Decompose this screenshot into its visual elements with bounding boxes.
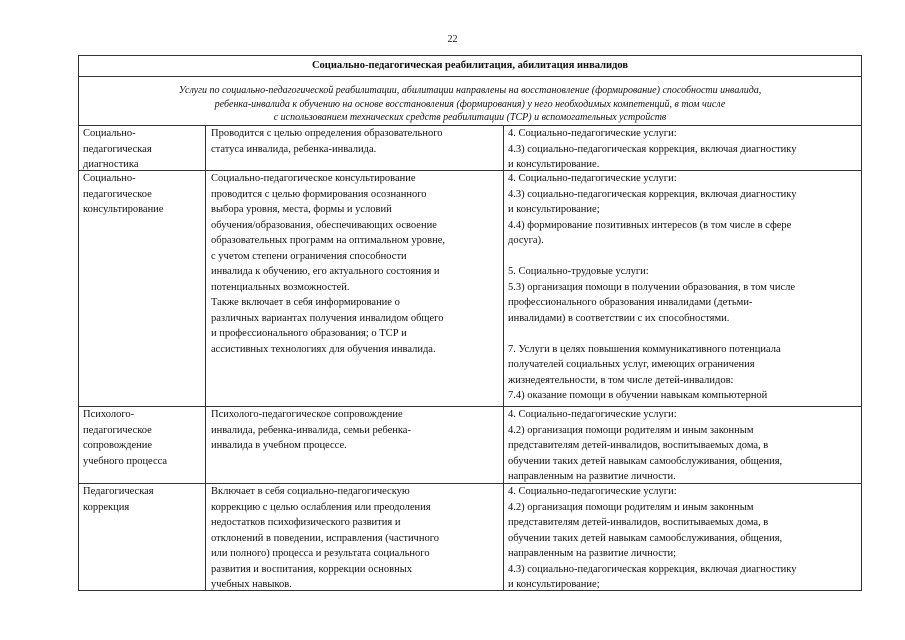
social-services-cell <box>504 126 861 170</box>
table-row <box>79 126 861 171</box>
service-name-cell <box>79 407 206 483</box>
service-name-line: диагностика <box>83 159 139 170</box>
service-line: профессионального образования инвалидами (детьми- <box>508 297 753 308</box>
service-line: 4.4) формирование позитивных интересов (в том числе в сфере <box>508 219 792 231</box>
description-line: и профессионального образования; о ТСР и <box>211 328 407 339</box>
description-line: или полного) процесса и результата социального <box>211 548 430 559</box>
service-name-line: Социально- <box>83 173 136 184</box>
service-line: 4.2) организация помощи родителям и иным законным <box>508 501 754 513</box>
description-line: коррекцию с целью ослабления или преодоления <box>211 501 431 513</box>
service-line: и консультирование; <box>508 579 600 590</box>
service-line: 4. Социально-педагогические услуги: <box>508 173 677 184</box>
service-line: 4.3) социально-педагогическая коррекция, включая диагностику <box>508 143 797 155</box>
table-row <box>79 171 861 407</box>
service-description-cell <box>206 484 504 590</box>
description-line: Проводится с целью определения образовательного <box>211 128 443 139</box>
service-name-cell <box>79 171 206 406</box>
service-line: направленным на развитие личности; <box>508 548 677 559</box>
service-description-cell <box>206 171 504 406</box>
service-line: жизнедеятельности, в том числе детей-инвалидов: <box>508 374 734 386</box>
service-line: 4.3) социально-педагогическая коррекция, включая диагностику <box>508 188 797 200</box>
service-name-line: консультирование <box>83 204 164 215</box>
description-line: потенциальных возможностей. <box>211 281 350 293</box>
description-line: статуса инвалида, ребенка-инвалида. <box>211 143 377 155</box>
service-line: 4. Социально-педагогические услуги: <box>508 486 677 497</box>
rehabilitation-table <box>78 55 862 591</box>
service-name-line: коррекция <box>83 501 130 513</box>
table-body <box>79 126 861 590</box>
section-intro <box>79 77 861 126</box>
intro-line: ребенка-инвалида к обучению на основе восстановления (формирования) у него необходимых компетенций, в том числе <box>214 98 726 110</box>
service-line: 7.4) оказание помощи в обучении навыкам компьютерной <box>508 390 768 401</box>
service-line: 5.3) организация помощи в получении образования, в том числе <box>508 281 796 293</box>
service-line: 5. Социально-трудовые услуги: <box>508 266 649 277</box>
service-line <box>508 404 858 407</box>
service-name-line: Педагогическая <box>83 486 154 497</box>
description-line: инвалида к обучению, его актуального состояния и <box>211 266 440 277</box>
description-line: образовательных программ на оптимальном уровне, <box>211 235 446 246</box>
description-line: Психолого-педагогическое сопровождение <box>211 409 403 420</box>
description-line: развития и воспитания, коррекции основных <box>211 563 413 575</box>
description-line: отклонений в поведении, исправления (частичного <box>211 532 440 544</box>
service-line: представителям детей-инвалидов, воспитываемых дома, в <box>508 517 769 528</box>
service-name-cell <box>79 484 206 590</box>
service-name-line: сопровождение <box>83 440 153 451</box>
service-line: 4. Социально-педагогические услуги: <box>508 409 677 420</box>
service-line: инвалидами) в соответствии с их способностями. <box>508 312 730 324</box>
description-line: инвалида, ребенка-инвалида, семьи ребенка- <box>211 424 411 436</box>
service-name-line: педагогическая <box>83 143 152 155</box>
table-row <box>79 484 861 590</box>
service-line: 7. Услуги в целях повышения коммуникативного потенциала <box>508 343 781 355</box>
social-services-cell <box>504 171 861 406</box>
group-spacer <box>508 249 858 265</box>
description-line: с учетом степени ограничения способности <box>211 250 407 262</box>
service-description-cell <box>206 407 504 483</box>
service-name-line: учебного процесса <box>83 455 168 467</box>
service-name-line: Психолого- <box>83 409 135 420</box>
service-line: обучении таких детей навыкам самообслуживания, общения, <box>508 532 783 544</box>
service-name-line: педагогическое <box>83 188 152 200</box>
description-line: различных вариантах получения инвалидом общего <box>211 312 444 324</box>
description-line: ассистивных технологиях для обучения инвалида. <box>211 343 436 355</box>
description-line: Включает в себя социально-педагогическую <box>211 486 410 497</box>
service-line: и консультирование; <box>508 204 600 215</box>
description-line: Также включает в себя информирование о <box>211 297 400 308</box>
description-line: недостатков психофизического развития и <box>211 517 401 528</box>
group-spacer <box>508 326 858 342</box>
service-name-cell <box>79 126 206 170</box>
service-description-cell <box>206 126 504 170</box>
description-line: обучения/образования, обеспечивающих освоение <box>211 219 437 231</box>
service-line: досуга). <box>508 235 544 246</box>
description-line: проводится с целью формирования осознанного <box>211 188 427 200</box>
service-name-line: Социально- <box>83 128 136 139</box>
intro-line: с использованием технических средств реабилитации (ТСР) и вспомогательных устройств <box>273 112 667 123</box>
service-line: 4. Социально-педагогические услуги: <box>508 128 677 139</box>
description-line: выбора уровня, места, формы и условий <box>211 204 392 215</box>
description-line: учебных навыков. <box>211 579 292 590</box>
service-line: представителям детей-инвалидов, воспитываемых дома, в <box>508 440 769 451</box>
table-row <box>79 407 861 484</box>
description-line: инвалида в учебном процессе. <box>211 440 347 451</box>
service-line: обучении таких детей навыкам самообслуживания, общения, <box>508 455 783 467</box>
service-line: направленным на развитие личности. <box>508 471 676 482</box>
service-line: 4.3) социально-педагогическая коррекция, включая диагностику <box>508 563 797 575</box>
service-name-line: педагогическое <box>83 424 152 436</box>
intro-line: Услуги по социально-педагогической реабилитации, абилитации направлены на восстановление (формирование) способности инвалида, <box>178 85 762 96</box>
social-services-cell <box>504 484 861 590</box>
page-number: 22 <box>447 34 458 45</box>
service-line: получателей социальных услуг, имеющих ограничения <box>508 359 755 370</box>
service-line: 4.2) организация помощи родителям и иным законным <box>508 424 754 436</box>
section-title: Социально-педагогическая реабилитация, абилитация инвалидов <box>79 56 861 77</box>
description-line: Социально-педагогическое консультирование <box>211 173 416 184</box>
social-services-cell <box>504 407 861 483</box>
service-line: и консультирование. <box>508 159 600 170</box>
